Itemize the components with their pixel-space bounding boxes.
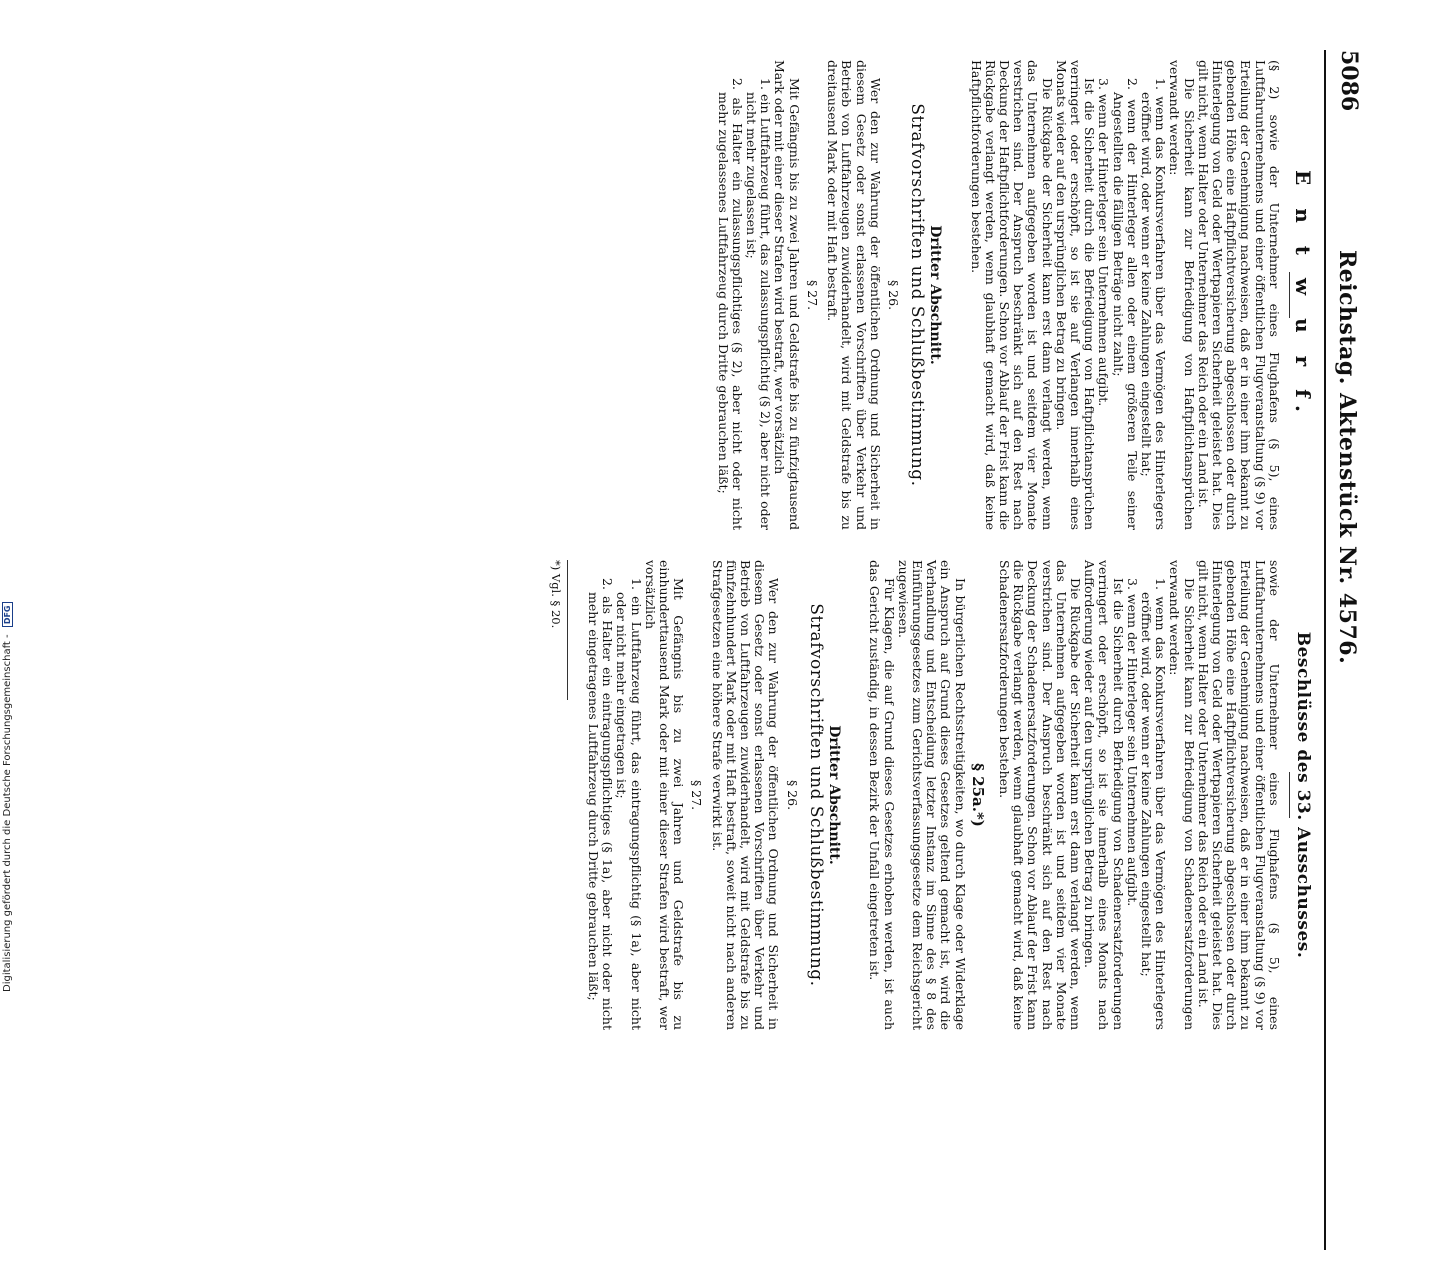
section-subtitle: Strafvorschriften und Schlußbestimmung. xyxy=(907,103,928,487)
paragraph: (§ 2) sowie der Unternehmer eines Flughafens (§ 5), eines Luftfahrunternehmens und einer öffentlichen Flugveranstaltung (§ 9) vor Erteilung der Genehmigung nachweisen, daß er in einer ihm bekannt zu gebenden Höhe eine Haftpflichtversicherung abgeschlossen oder durch Hinterlegung von Geld oder Wertpapieren Sicherheit geleistet hat. Dies gilt nicht, wenn Halter oder Unternehmer das Reich oder ein Land ist. xyxy=(1195,60,1282,530)
footer xyxy=(0,0,20,1000)
list-item: 2. als Halter ein eintragungspflichtiges (§ 1a), aber nicht oder nicht mehr eingetragenes Luftfahrzeug durch Dritte gebrauchen läßt; xyxy=(586,578,616,1030)
section-title: Dritter Abschnitt. xyxy=(826,725,843,865)
paragraph: Mit Gefängnis bis zu zwei Jahren und Geldstrafe bis zu einhunderttausend Mark oder mit einer dieser Strafen wird bestraft, wer vorsätzlich xyxy=(642,560,687,1030)
page-header xyxy=(1330,50,1364,1280)
list-item: 2. als Halter ein zulassungspflichtiges (§ 2), aber nicht oder nicht mehr zugelassenes Luftfahrzeug durch Dritte gebrauchen läßt; xyxy=(715,78,745,530)
paragraph: Die Sicherheit kann zur Befriedigung von Haftpflichtansprüchen verwandt werden: xyxy=(1167,60,1197,530)
footnote-rule xyxy=(567,560,568,700)
list-item: 1. ein Luftfahrzeug führt, das zulassungspflichtig (§ 2), aber nicht oder nicht mehr zugelassen ist; xyxy=(744,78,774,530)
list-item: 3. wenn der Hinterleger sein Unternehmen aufgibt. xyxy=(1124,578,1140,907)
paragraph: sowie der Unternehmer eines Flughafens (§ 5), eines Luftfahrunternehmens und einer öffentlichen Flugveranstaltung (§ 9) vor Erteilung der Genehmigung nachweisen, daß er in einer ihm bekannt zu gebenden Höhe eine Haftpflichtversicherung abgeschlossen oder durch Hinterlegung von Geld oder Wertpapieren Sicherheit geleistet hat. Dies gilt nicht, wenn Halter oder Unternehmer das Reich oder ein Land ist. xyxy=(1195,560,1282,1030)
paragraph-number: § 25a.*) xyxy=(968,763,987,827)
column-entwurf xyxy=(486,60,1316,530)
paragraph: Ist die Sicherheit durch Befriedigung von Schadenersatzforderungen verringert oder erschöpft, so ist sie innerhalb eines Monats nach Aufforderung wieder auf den ursprünglichen Betrag zu bringen. xyxy=(1082,560,1126,1030)
paragraph: Wer den zur Wahrung der öffentlichen Ordnung und Sicherheit in diesem Gesetz oder sonst erlassenen Vorschriften über Verkehr und Betrieb von Luftfahrzeugen zuwiderhandelt, wird mit Geldstrafe bis zu dreitausend Mark oder mit Haft bestraft. xyxy=(825,60,883,530)
section-subtitle: Strafvorschriften und Schlußbestimmung. xyxy=(805,603,826,987)
credit-text: Digitalisierung gefördert durch die Deutsche Forschungsgemeinschaft - xyxy=(2,634,13,992)
heading-rule xyxy=(1289,272,1290,318)
paragraph: Mit Gefängnis bis zu zwei Jahren und Geldstrafe bis zu fünfzigtausend Mark oder mit einer dieser Strafen wird bestraft, wer vorsätzlich xyxy=(772,60,802,530)
paragraph: Die Rückgabe der Sicherheit kann erst dann verlangt werden, wenn das Unternehmen aufgegeben worden ist und seitdem vier Monate verstrichen sind. Der Anspruch beschränkt sich auf den Rest nach Deckung der Schadenersatzforderungen. Schon vor Ablauf der Frist kann die Rückgabe verlangt werden, wenn glaubhaft gemacht wird, daß keine Schadenersatzforderungen bestehen. xyxy=(996,560,1083,1030)
paragraph-number: § 27. xyxy=(804,279,820,311)
column-beschluesse xyxy=(486,560,1316,1030)
footnote: *) Vgl. § 20. xyxy=(548,560,563,629)
list-item: 1. wenn das Konkursverfahren über das Vermögen des Hinterlegers eröffnet wird, oder wenn er keine Zahlungen eingestellt hat; xyxy=(1138,578,1169,1030)
list-item: 1. ein Luftfahrzeug führt, das eintragungspflichtig (§ 1a), aber nicht oder nicht mehr eingetragen ist; xyxy=(614,578,644,1030)
digitization-credit xyxy=(2,603,13,993)
section-title: Dritter Abschnitt. xyxy=(927,225,944,365)
column-heading-entwurf: E n t w u r f. xyxy=(1291,170,1315,420)
paragraph: Ist die Sicherheit durch die Befriedigung von Haftpflichtansprüchen verringert oder erschöpft, so ist sie auf Verlangen innerhalb eines Monats wieder auf den ursprünglichen Betrag zu bringen. xyxy=(1053,60,1098,530)
paragraph: Die Rückgabe der Sicherheit kann erst dann verlangt werden, wenn das Unternehmen aufgegeben worden ist und seitdem vier Monate verstrichen sind. Der Anspruch beschränkt sich auf den Rest nach Deckung der Haftpflichtforderungen. Schon vor Ablauf der Frist kann die Rückgabe verlangt werden, wenn glaubhaft gemacht wird, daß keine Haftpflichtforderungen bestehen. xyxy=(968,60,1055,530)
dfg-logo: DFG xyxy=(2,603,13,628)
list-item: 3. wenn der Hinterleger sein Unternehmen aufgibt. xyxy=(1096,78,1112,407)
column-heading-beschluesse: Beschlüsse des 33. Ausschusses. xyxy=(1293,631,1313,959)
page-number: 5086 xyxy=(1336,50,1362,112)
paragraph: Für Klagen, die auf Grund dieses Gesetzes erhoben werden, ist auch das Gericht zuständig, in dessen Bezirk der Unfall eingetreten ist. xyxy=(867,560,897,1030)
paragraph: Wer den zur Wahrung der öffentlichen Ordnung und Sicherheit in diesem Gesetz oder sonst erlassenen Vorschriften über Verkehr und Betrieb von Luftfahrzeugen zuwiderhandelt, wird mit Geldstrafe bis zu fünfzehnhundert Mark oder mit Haft bestraft, soweit nicht nach anderen Strafgesetzen eine höhere Strafe verwirkt ist. xyxy=(709,560,782,1030)
list-item: 2. wenn der Hinterleger allen oder einem größeren Teile seiner Angestellten die fälligen Beträge nicht zahlt; xyxy=(1110,78,1140,530)
heading-rule xyxy=(1289,772,1290,818)
header-rule xyxy=(1324,50,1326,1250)
paragraph: Die Sicherheit kann zur Befriedigung von Schadenersatzforderungen verwandt werden: xyxy=(1167,560,1197,1030)
paragraph-number: § 26. xyxy=(784,779,800,811)
paragraph: In bürgerlichen Rechtsstreitigkeiten, wo durch Klage oder Widerklage ein Anspruch auf Grund dieses Gesetzes geltend gemacht ist, wird die Verhandlung und Entscheidung letzter Instanz im Sinne des § 8 des Einführungsgesetzes zum Gerichtsverfassungsgesetze dem Reichsgericht zugewiesen. xyxy=(895,560,968,1030)
paragraph-number: § 26. xyxy=(885,279,901,311)
paragraph-number: § 27. xyxy=(689,779,705,811)
page-title: Reichstag. Aktenstück Nr. 4576. xyxy=(1334,250,1360,665)
list-item: 1. wenn das Konkursverfahren über das Vermögen des Hinterlegers eröffnet wird, oder wenn er keine Zahlungen eingestellt hat; xyxy=(1138,78,1169,530)
